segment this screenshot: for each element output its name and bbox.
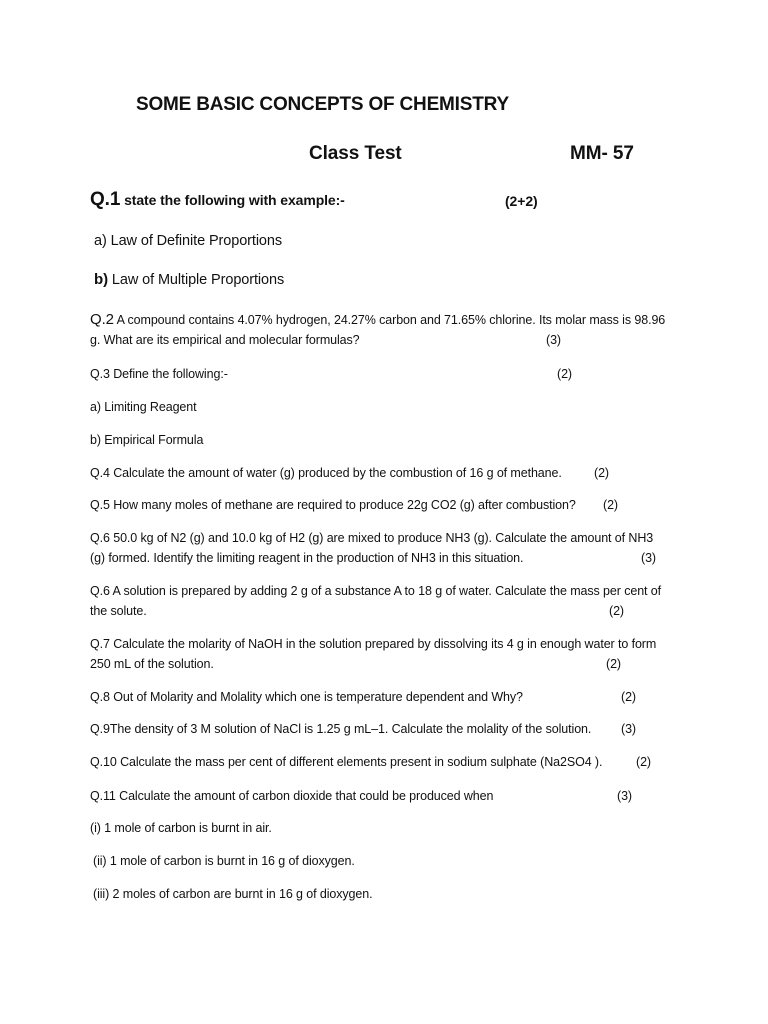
question-8: Q.8 Out of Molarity and Molality which one is temperature dependent and Why? — [90, 690, 523, 704]
question-10-marks: (2) — [636, 755, 651, 769]
question-5: Q.5 How many moles of methane are required to produce 22g CO2 (g) after combustion? — [90, 498, 576, 512]
page-title: SOME BASIC CONCEPTS OF CHEMISTRY — [136, 94, 509, 115]
question-4-marks: (2) — [594, 466, 609, 480]
question-2-number: Q.2 — [90, 311, 114, 328]
question-3: Q.3 Define the following:- — [90, 367, 228, 381]
question-1 — [90, 189, 345, 211]
question-3-part-b: b) Empirical Formula — [90, 433, 204, 447]
question-1-part-b-label: b) — [94, 271, 108, 288]
question-7-line-1: Q.7 Calculate the molarity of NaOH in the solution prepared by dissolving its 4 g in enough water to form — [90, 637, 657, 651]
question-9-marks: (3) — [621, 722, 636, 736]
question-11-part-ii: (ii) 1 mole of carbon is burnt in 16 g of dioxygen. — [93, 854, 355, 868]
question-1-number: Q.1 — [90, 189, 121, 210]
question-10: Q.10 Calculate the mass per cent of different elements present in sodium sulphate (Na2SO4 ). — [90, 755, 603, 769]
question-8-marks: (2) — [621, 690, 636, 704]
question-11-part-iii: (iii) 2 moles of carbon are burnt in 16 g of dioxygen. — [93, 887, 373, 901]
question-2-marks: (3) — [546, 333, 561, 347]
question-1-marks: (2+2) — [505, 193, 538, 209]
question-6a-marks: (3) — [641, 551, 656, 565]
question-11: Q.11 Calculate the amount of carbon dioxide that could be produced when — [90, 789, 494, 803]
question-4: Q.4 Calculate the amount of water (g) produced by the combustion of 16 g of methane. — [90, 466, 562, 480]
question-2-text: A compound contains 4.07% hydrogen, 24.27% carbon and 71.65% chlorine. Its molar mass is 98.96 — [116, 313, 666, 327]
question-2-line-1 — [90, 311, 665, 328]
question-2-line-2: g. What are its empirical and molecular formulas? — [90, 333, 360, 347]
question-7-line-2: 250 mL of the solution. — [90, 657, 214, 671]
question-5-marks: (2) — [603, 498, 618, 512]
question-6b-marks: (2) — [609, 604, 624, 618]
question-11-part-i: (i) 1 mole of carbon is burnt in air. — [90, 821, 272, 835]
question-9: Q.9The density of 3 M solution of NaCl is 1.25 g mL–1. Calculate the molality of the solution. — [90, 722, 592, 736]
question-6b-line-2: the solute. — [90, 604, 147, 618]
class-test-label: Class Test — [309, 143, 402, 164]
question-6a-line-1: Q.6 50.0 kg of N2 (g) and 10.0 kg of H2 (g) are mixed to produce NH3 (g). Calculate the amount of NH3 — [90, 531, 654, 545]
question-6b-line-1: Q.6 A solution is prepared by adding 2 g of a substance A to 18 g of water. Calculate the mass per cent of — [90, 584, 662, 598]
question-1-part-b-text: Law of Multiple Proportions — [111, 272, 285, 288]
question-1-part-a: a) Law of Definite Proportions — [94, 233, 283, 249]
question-3-part-a: a) Limiting Reagent — [90, 400, 197, 414]
question-6a-line-2: (g) formed. Identify the limiting reagent in the production of NH3 in this situation. — [90, 551, 524, 565]
question-3-marks: (2) — [557, 367, 572, 381]
question-1-part-b — [94, 271, 284, 288]
max-marks: MM- 57 — [570, 143, 634, 164]
question-7-marks: (2) — [606, 657, 621, 671]
question-11-marks: (3) — [617, 789, 632, 803]
question-1-text: state the following with example:- — [124, 192, 345, 208]
